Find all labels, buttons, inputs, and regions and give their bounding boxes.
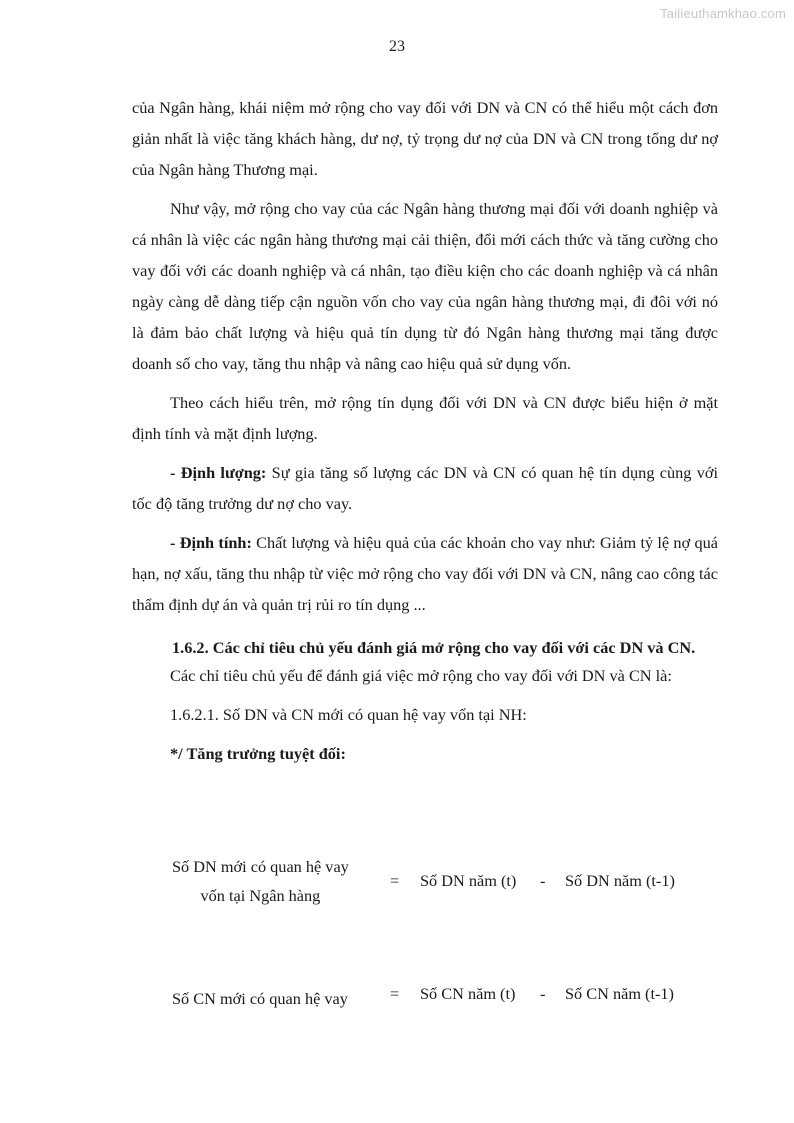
dinh-luong-text: Sự gia tăng số lượng các DN và CN có quan hệ tín dụng cùng với tốc độ tăng trưởng dư nợ cho vay. [132,463,718,513]
paragraph-1: của Ngân hàng, khái niệm mở rộng cho vay đối với DN và CN có thể hiểu một cách đơn giản nhất là việc tăng khách hàng, dư nợ, tỷ trọng dư nợ của DN và CN trong tổng dư nợ của Ngân hàng Thương mại. [132,98,718,179]
paragraph-dinh-luong [132,457,718,519]
paragraph-3: Theo cách hiểu trên, mở rộng tín dụng đối với DN và CN được biểu hiện ở mặt định tính và mặt định lượng. [132,393,718,443]
document-body [132,92,718,769]
section-heading: 1.6.2. Các chỉ tiêu chủ yếu đánh giá mở rộng cho vay đối với các DN và CN. [172,638,696,657]
formula-dn-term-a: Số DN năm (t) [420,871,517,890]
paragraph-absolute-growth: */ Tăng trưởng tuyệt đối: [170,744,346,763]
page-number: 23 [389,38,405,55]
formula-cn-term-a: Số CN năm (t) [420,984,516,1003]
paragraph-dinh-tinh [132,527,718,620]
formula-dn-minus: - [540,871,546,890]
paragraph-criteria-intro: Các chỉ tiêu chủ yếu để đánh giá việc mở rộng cho vay đối với DN và CN là: [170,666,672,685]
formula-cn [132,984,718,1014]
formula-dn-term-b: Số DN năm (t-1) [565,871,675,890]
formula-dn [132,852,718,912]
formula-dn-left-line1: Số DN mới có quan hệ vay [172,857,349,876]
formula-cn-term-b: Số CN năm (t-1) [565,984,674,1003]
paragraph-2: Như vậy, mở rộng cho vay của các Ngân hàng thương mại đối với doanh nghiệp và cá nhân là việc các ngân hàng thương mại cải thiện, đổi mới cách thức và tăng cường cho vay đối với các doanh nghiệp và cá nhân, tạo điều kiện cho các doanh nghiệp và cá nhân ngày càng dễ dàng tiếp cận nguồn vốn cho vay của ngân hàng thương mại, đi đôi với nó là đảm bảo chất lượng và hiệu quả tín dụng từ đó Ngân hàng thương mại tăng được doanh số cho vay, tăng thu nhập và nâng cao hiệu quả sử dụng vốn. [132,199,718,373]
dinh-tinh-label: - Định tính: [170,533,252,552]
dinh-luong-label: - Định lượng: [170,463,267,482]
formula-dn-left [172,852,349,910]
formula-dn-left-line2: vốn tại Ngân hàng [200,886,321,905]
watermark: Tailieuthamkhao.com [660,6,786,21]
formula-cn-minus: - [540,984,546,1003]
formula-dn-equals: = [390,871,400,890]
formula-cn-left: Số CN mới có quan hệ vay [172,989,348,1008]
paragraph-subsection: 1.6.2.1. Số DN và CN mới có quan hệ vay vốn tại NH: [170,705,527,724]
formula-cn-equals: = [390,984,400,1003]
dinh-tinh-text: Chất lượng và hiệu quả của các khoản cho vay như: Giảm tỷ lệ nợ quá hạn, nợ xấu, tăng thu nhập từ việc mở rộng cho vay đối với DN và CN, nâng cao công tác thẩm định dự án và quản trị rủi ro tín dụng ... [132,533,718,614]
